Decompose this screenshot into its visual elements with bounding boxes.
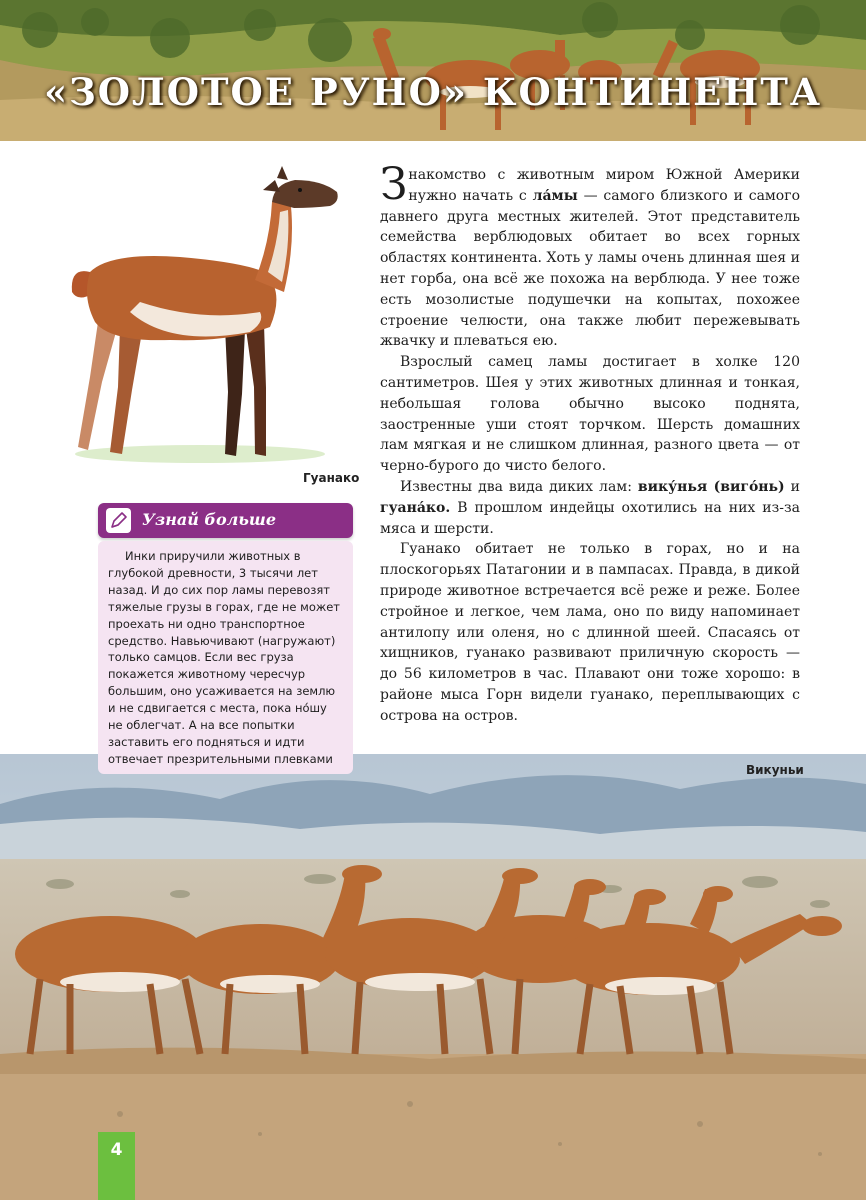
text-span: В прошлом индейцы охотились на них из-за мяса и шерсти. — [380, 499, 800, 537]
text-span: Известны два вида диких лам: — [400, 478, 638, 495]
page-title: «ЗОЛОТОЕ РУНО» КОНТИНЕНТА — [43, 70, 822, 114]
guanaco-illustration — [50, 162, 360, 472]
article-paragraph — [380, 159, 800, 352]
term-guanaco: гуана́ко. — [380, 499, 451, 516]
article-paragraph: Гуанако обитает не только в горах, но и на плоскогорьях Патагонии и в пампасах. Правда, в дикой природе животное встречается всё реже и реже. Более стройное и легкое, чем лама, оно по виду напоминает антилопу или оленя, но с длинной шеей. Спасаясь от хищников, гуанако развивают приличную скорость — до 56 километров в час. Плавают они тоже хорошо: в районе мыса Горн видели гуанако, переплывающих с острова на остров. — [380, 541, 800, 724]
text-span: и — [784, 478, 800, 495]
learn-more-header — [98, 503, 353, 538]
pencil-icon — [106, 508, 131, 533]
guanaco-caption: Гуанако — [303, 471, 360, 485]
drop-cap: З — [380, 159, 408, 210]
article-paragraph — [380, 477, 800, 539]
page-number-tab — [98, 1132, 135, 1200]
text-span: накомство с животным миром Южной Америки нужно начать с — [408, 167, 800, 204]
header-banner — [0, 0, 866, 141]
term-llama: ла́мы — [532, 187, 578, 204]
learn-more-title: Узнай больше — [142, 510, 277, 529]
article-paragraph: Взрослый самец ламы достигает в холке 120 сантиметров. Шея у этих животных длинная и тонкая, небольшая голова обычно высоко поднята, заостренные уши стоят торчком. Шерсть домашних лам мягкая и не слишком длинная, разного цвета — от черно-бурого до чисто белого. — [380, 354, 800, 475]
vicuna-caption: Викуньи — [746, 763, 804, 777]
term-vicuna: вику́нья (виго́нь) — [637, 478, 785, 495]
learn-more-text: Инки приручили животных в глубокой древности, 3 тысячи лет назад. И до сих пор ламы перевозят тяжелые грузы в горах, где не может проехать ни одно транспортное средство. Навьючивают (нагружают) только самцов. Если вес груза покажется животному чересчур большим, оно усаживается на землю и не сдвигается с места, пока но́шу не облегчат. А на все попытки заставить его подняться и идти отвечает презрительными плевками — [108, 549, 341, 766]
text-span: — самого близкого и самого давнего друга местных жителей. Этот представитель семейства верблюдовых обитает во всех горных областях континента. Хоть у ламы очень длинная шея и нет горба, она всё же похожа на верблюда. У нее тоже есть мозолистые подушечки на копытах, похожее строение челюсти, она также любит пережевывать жвачку и плеваться ею. — [380, 187, 800, 350]
article-body — [380, 159, 800, 727]
learn-more-box — [98, 541, 353, 774]
page-number: 4 — [110, 1140, 123, 1160]
